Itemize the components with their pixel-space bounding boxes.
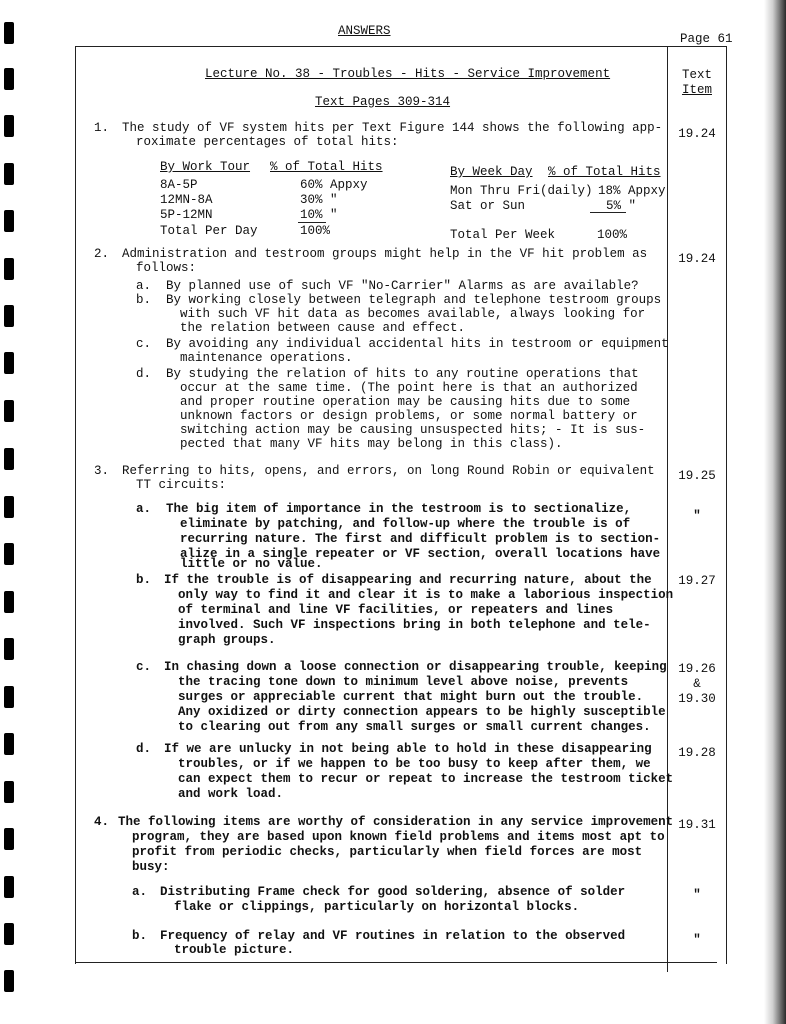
q2c-letter: c. bbox=[136, 337, 152, 351]
q2-ref: 19.24 bbox=[678, 252, 716, 266]
q3b-line: graph groups. bbox=[178, 633, 276, 647]
pct-header: % of Total Hits bbox=[270, 160, 383, 174]
q4a-letter: a. bbox=[132, 885, 148, 899]
q2d-letter: d. bbox=[136, 367, 152, 381]
q3b-line: If the trouble is of disappearing and recurring nature, about the bbox=[164, 573, 652, 587]
q2b-letter: b. bbox=[136, 293, 152, 307]
q3b-line: involved. Such VF inspections bring in both telephone and tele- bbox=[178, 618, 651, 632]
frame-bottom-rule bbox=[75, 962, 717, 963]
tour-value: 60% Appxy bbox=[300, 178, 368, 192]
q3c-line: Any oxidized or dirty connection appears to be highly susceptible bbox=[178, 705, 666, 719]
q4b-letter: b. bbox=[132, 929, 148, 943]
q3b-line: only way to find it and clear it is to make a laborious inspection bbox=[178, 588, 674, 602]
binder-hole bbox=[4, 400, 14, 422]
sum-rule bbox=[590, 212, 626, 213]
binder-hole bbox=[4, 781, 14, 803]
binder-holes bbox=[4, 0, 18, 1024]
q2-number: 2. bbox=[94, 247, 110, 261]
q3-ref: 19.25 bbox=[678, 469, 716, 483]
tour-label: 5P-12MN bbox=[160, 208, 213, 222]
binder-hole bbox=[4, 876, 14, 898]
q3a-line: little or no value. bbox=[180, 557, 323, 571]
binder-hole bbox=[4, 352, 14, 374]
tour-label: 8A-5P bbox=[160, 178, 198, 192]
binder-hole bbox=[4, 543, 14, 565]
q3c-line: to clearing out from any small surges or small current changes. bbox=[178, 720, 651, 734]
q3c-ref: 19.30 bbox=[678, 692, 716, 706]
q2d-line: switching action may be causing unsuspected hits; - It is sus- bbox=[180, 423, 646, 437]
binder-hole bbox=[4, 163, 14, 185]
q3b-line: of terminal and line VF facilities, or repeaters and lines bbox=[178, 603, 614, 617]
q3a-line: recurring nature. The first and difficult problem is to section- bbox=[180, 532, 661, 546]
binder-hole bbox=[4, 591, 14, 613]
q4a-line: flake or clippings, particularly on horizontal blocks. bbox=[174, 900, 580, 914]
tour-value: 30% " bbox=[300, 193, 338, 207]
tour-label: 12MN-8A bbox=[160, 193, 213, 207]
column-divider bbox=[667, 46, 668, 972]
q3a-line: alize in a single repeater or VF section, overall locations have bbox=[180, 547, 661, 561]
q2a-letter: a. bbox=[136, 279, 152, 293]
binder-hole bbox=[4, 828, 14, 850]
q3d-line: and work load. bbox=[178, 787, 284, 801]
q3c-line: In chasing down a loose connection or disappearing trouble, keeping bbox=[164, 660, 667, 674]
q3c-ref-amp: & bbox=[693, 677, 701, 691]
q3a-ref: " bbox=[693, 509, 701, 523]
q1-ref: 19.24 bbox=[678, 127, 716, 141]
q3a-line: The big item of importance in the testroom is to sectionalize, bbox=[166, 502, 632, 516]
tour-value: 100% bbox=[300, 224, 331, 238]
binder-hole bbox=[4, 923, 14, 945]
q3d-line: If we are unlucky in not being able to hold in these disappearing bbox=[164, 742, 652, 756]
tour-value: 10% " bbox=[300, 208, 338, 222]
day-label: Sat or Sun bbox=[450, 199, 526, 213]
day-value: 18% Appxy bbox=[598, 184, 666, 198]
q4b-line: Frequency of relay and VF routines in relation to the observed bbox=[160, 929, 626, 943]
q3c-line: surges or appreciable current that might burn out the trouble. bbox=[178, 690, 644, 704]
q2d-line: occur at the same time. (The point here is that an authorized bbox=[180, 381, 638, 395]
q4a-ref: " bbox=[693, 888, 701, 902]
q4-number: 4. bbox=[94, 815, 110, 829]
q1-line: roximate percentages of total hits: bbox=[136, 135, 399, 149]
q2-line: follows: bbox=[136, 261, 197, 275]
binder-hole bbox=[4, 68, 14, 90]
q4a-line: Distributing Frame check for good soldering, absence of solder bbox=[160, 885, 626, 899]
page-number: Page 61 bbox=[680, 32, 733, 46]
page-edge-shadow bbox=[764, 0, 786, 1024]
q2b-line: By working closely between telegraph and telephone testroom groups bbox=[166, 293, 662, 307]
q4-line: profit from periodic checks, particularly when field forces are most bbox=[132, 845, 643, 859]
day-header: By Week Day bbox=[450, 165, 533, 179]
q3a-letter: a. bbox=[136, 502, 152, 516]
pct-header-2: % of Total Hits bbox=[548, 165, 661, 179]
q3-number: 3. bbox=[94, 464, 110, 478]
binder-hole bbox=[4, 115, 14, 137]
text-item-header-line1: Text bbox=[681, 68, 712, 82]
q2d-line: By studying the relation of hits to any routine operations that bbox=[166, 367, 639, 381]
day-value: 5% " bbox=[606, 199, 637, 213]
tour-header: By Work Tour bbox=[160, 160, 251, 174]
q3c-line: the tracing tone down to minimum level above noise, prevents bbox=[178, 675, 629, 689]
binder-hole bbox=[4, 448, 14, 470]
q4-line: The following items are worthy of consideration in any service improvement bbox=[118, 815, 674, 829]
q4-line: program, they are based upon known field problems and items most apt to bbox=[132, 830, 665, 844]
binder-hole bbox=[4, 22, 14, 44]
binder-hole bbox=[4, 258, 14, 280]
sum-rule bbox=[298, 222, 326, 223]
total-week-label: Total Per Week bbox=[450, 228, 556, 242]
q3b-letter: b. bbox=[136, 573, 152, 587]
binder-hole bbox=[4, 970, 14, 992]
q3d-line: troubles, or if we happen to be too busy to keep after them, we bbox=[178, 757, 651, 771]
q1-line: The study of VF system hits per Text Figure 144 shows the following app- bbox=[122, 121, 663, 135]
binder-hole bbox=[4, 305, 14, 327]
text-pages: Text Pages 309-314 bbox=[315, 95, 451, 109]
q3d-letter: d. bbox=[136, 742, 152, 756]
q3d-ref: 19.28 bbox=[678, 746, 716, 760]
text-item-header-line2: Item bbox=[681, 83, 712, 97]
q4-line: busy: bbox=[132, 860, 170, 874]
binder-hole bbox=[4, 733, 14, 755]
q1-number: 1. bbox=[94, 121, 110, 135]
page-header-title: ANSWERS bbox=[338, 24, 391, 38]
q4b-ref: " bbox=[693, 933, 701, 947]
binder-hole bbox=[4, 686, 14, 708]
q3c-ref: 19.26 bbox=[678, 662, 716, 676]
lecture-title: Lecture No. 38 - Troubles - Hits - Service Improvement bbox=[205, 67, 611, 81]
day-label: Mon Thru Fri(daily) bbox=[450, 184, 593, 198]
q2b-line: with such VF hit data as becomes available, always looking for bbox=[180, 307, 646, 321]
q2c-line: By avoiding any individual accidental hits in testroom or equipment bbox=[166, 337, 669, 351]
q2d-line: unknown factors or design problems, or some normal battery or bbox=[180, 409, 638, 423]
q2d-line: pected that many VF hits may belong in this class). bbox=[180, 437, 563, 451]
q2-line: Administration and testroom groups might help in the VF hit problem as bbox=[122, 247, 648, 261]
q3b-ref: 19.27 bbox=[678, 574, 716, 588]
q3d-line: can expect them to recur or repeat to increase the testroom ticket bbox=[178, 772, 674, 786]
q2c-line: maintenance operations. bbox=[180, 351, 353, 365]
q4-ref: 19.31 bbox=[678, 818, 716, 832]
binder-hole bbox=[4, 638, 14, 660]
tour-label: Total Per Day bbox=[160, 224, 258, 238]
binder-hole bbox=[4, 210, 14, 232]
q3c-letter: c. bbox=[136, 660, 152, 674]
q3-line: TT circuits: bbox=[136, 478, 227, 492]
q3a-line: eliminate by patching, and follow-up where the trouble is of bbox=[180, 517, 631, 531]
q2a-line: By planned use of such VF "No-Carrier" Alarms as are available? bbox=[166, 279, 639, 293]
q3-line: Referring to hits, opens, and errors, on long Round Robin or equivalent bbox=[122, 464, 655, 478]
total-week-value: 100% bbox=[597, 228, 628, 242]
q2d-line: and proper routine operation may be causing hits due to some bbox=[180, 395, 631, 409]
binder-hole bbox=[4, 496, 14, 518]
q4b-line: trouble picture. bbox=[174, 943, 295, 957]
q2b-line: the relation between cause and effect. bbox=[180, 321, 466, 335]
